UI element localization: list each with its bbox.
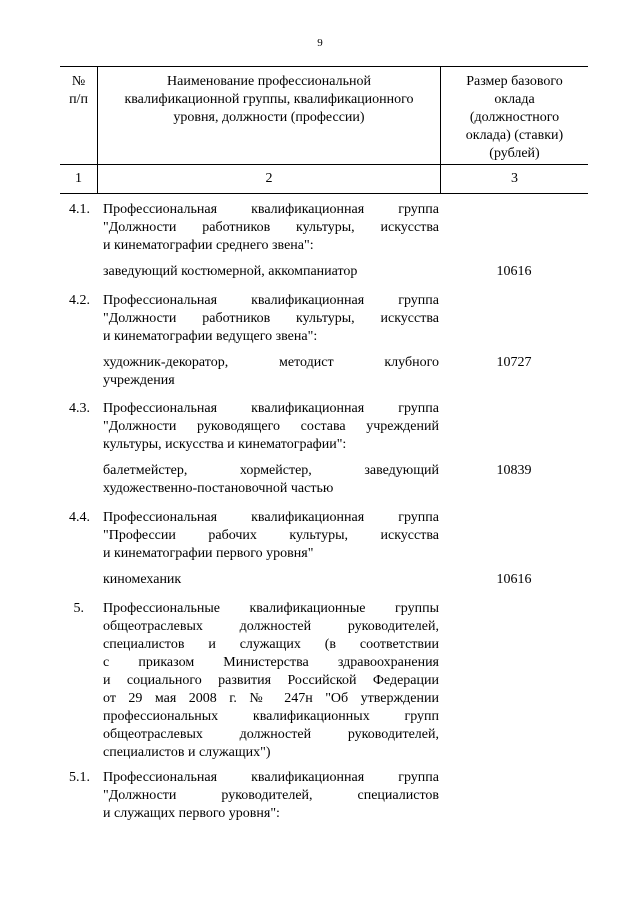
colnum-bottom-border (60, 193, 588, 194)
header-col1-line: № (71, 74, 86, 89)
row-text-line: учреждения (103, 373, 175, 388)
row-text-line: "Должности работников культуры, искусства (103, 220, 439, 235)
row-text-line: профессиональных квалификационных групп (103, 709, 439, 724)
header-bottom-border (60, 164, 588, 165)
header-col2-line: Наименование профессиональной (167, 74, 371, 89)
row-number: 4.4. (69, 510, 90, 525)
header-col2-line: квалификационной группы, квалификационного (124, 92, 414, 107)
header-col3 (441, 73, 588, 163)
row-text-line: "Должности руководящего состава учреждений (103, 419, 439, 434)
row-text-line: специалистов и служащих") (103, 745, 271, 760)
column-number-3: 3 (511, 171, 518, 186)
row-value: 10616 (496, 572, 532, 587)
row-text-line: Профессиональная квалификационная группа (103, 401, 439, 416)
row-text-line: с приказом Министерства здравоохранения (103, 655, 439, 670)
row-text-line: и кинематографии среднего звена": (103, 238, 314, 253)
row-text-line: "Должности работников культуры, искусства (103, 311, 439, 326)
row-text (103, 769, 439, 823)
row-text-line: балетмейстер, хормейстер, заведующий (103, 463, 439, 478)
header-col2 (98, 73, 440, 127)
row-text-line: Профессиональная квалификационная группа (103, 510, 439, 525)
row-text (103, 201, 439, 255)
row-text-line: и социального развития Российской Федерации (103, 673, 439, 688)
header-col1-line: п/п (69, 92, 88, 107)
row-number: 4.2. (69, 293, 90, 308)
row-text (103, 509, 439, 563)
column-number-2: 2 (265, 171, 273, 186)
row-value: 10839 (496, 463, 532, 478)
header-col3-line: оклада) (ставки) (465, 128, 564, 143)
header-col1 (60, 73, 97, 109)
row-text-line: и кинематографии ведущего звена": (103, 329, 318, 344)
header-col2-line: уровня, должности (профессии) (173, 110, 365, 125)
row-text (103, 571, 439, 589)
row-text-line: "Профессии рабочих культуры, искусства (103, 528, 439, 543)
page-number: 9 (317, 37, 323, 49)
row-text-line: художественно-постановочной частью (103, 481, 334, 496)
row-value: 10727 (496, 355, 532, 370)
row-text (103, 462, 439, 498)
row-number: 4.3. (69, 401, 90, 416)
row-text (103, 292, 439, 346)
row-text (103, 600, 439, 762)
row-text-line: общеотраслевых должностей руководителей, (103, 727, 439, 742)
row-value: 10616 (496, 264, 532, 279)
row-number: 4.1. (69, 202, 90, 217)
row-text-line: Профессиональная квалификационная группа (103, 770, 439, 785)
header-col3-line: (должностного (469, 110, 560, 125)
row-text-line: специалистов и служащих (в соответствии (103, 637, 439, 652)
header-col3-line: (рублей) (489, 146, 540, 161)
row-text-line: и кинематографии первого уровня" (103, 546, 314, 561)
row-number: 5. (73, 601, 84, 616)
row-number: 5.1. (69, 770, 90, 785)
row-text-line: общеотраслевых должностей руководителей, (103, 619, 439, 634)
row-text (103, 400, 439, 454)
row-text-line: от 29 мая 2008 г. № 247н "Об утверждении (103, 691, 439, 706)
row-text (103, 263, 439, 281)
row-text-line: культуры, искусства и кинематографии": (103, 437, 347, 452)
table-top-border (60, 66, 588, 67)
header-col3-line: Размер базового (466, 74, 563, 89)
row-text-line: заведующий костюмерной, аккомпаниатор (103, 264, 358, 279)
column-number-1: 1 (75, 171, 82, 186)
row-text-line: Профессиональная квалификационная группа (103, 202, 439, 217)
row-text-line: художник-декоратор, методист клубного (103, 355, 439, 370)
row-text-line: Профессиональные квалификационные группы (103, 601, 439, 616)
header-col3-line: оклада (494, 92, 535, 107)
row-text-line: и служащих первого уровня": (103, 806, 280, 821)
row-text-line: "Должности руководителей, специалистов (103, 788, 439, 803)
row-text-line: киномеханик (103, 572, 182, 587)
row-text-line: Профессиональная квалификационная группа (103, 293, 439, 308)
row-text (103, 354, 439, 390)
